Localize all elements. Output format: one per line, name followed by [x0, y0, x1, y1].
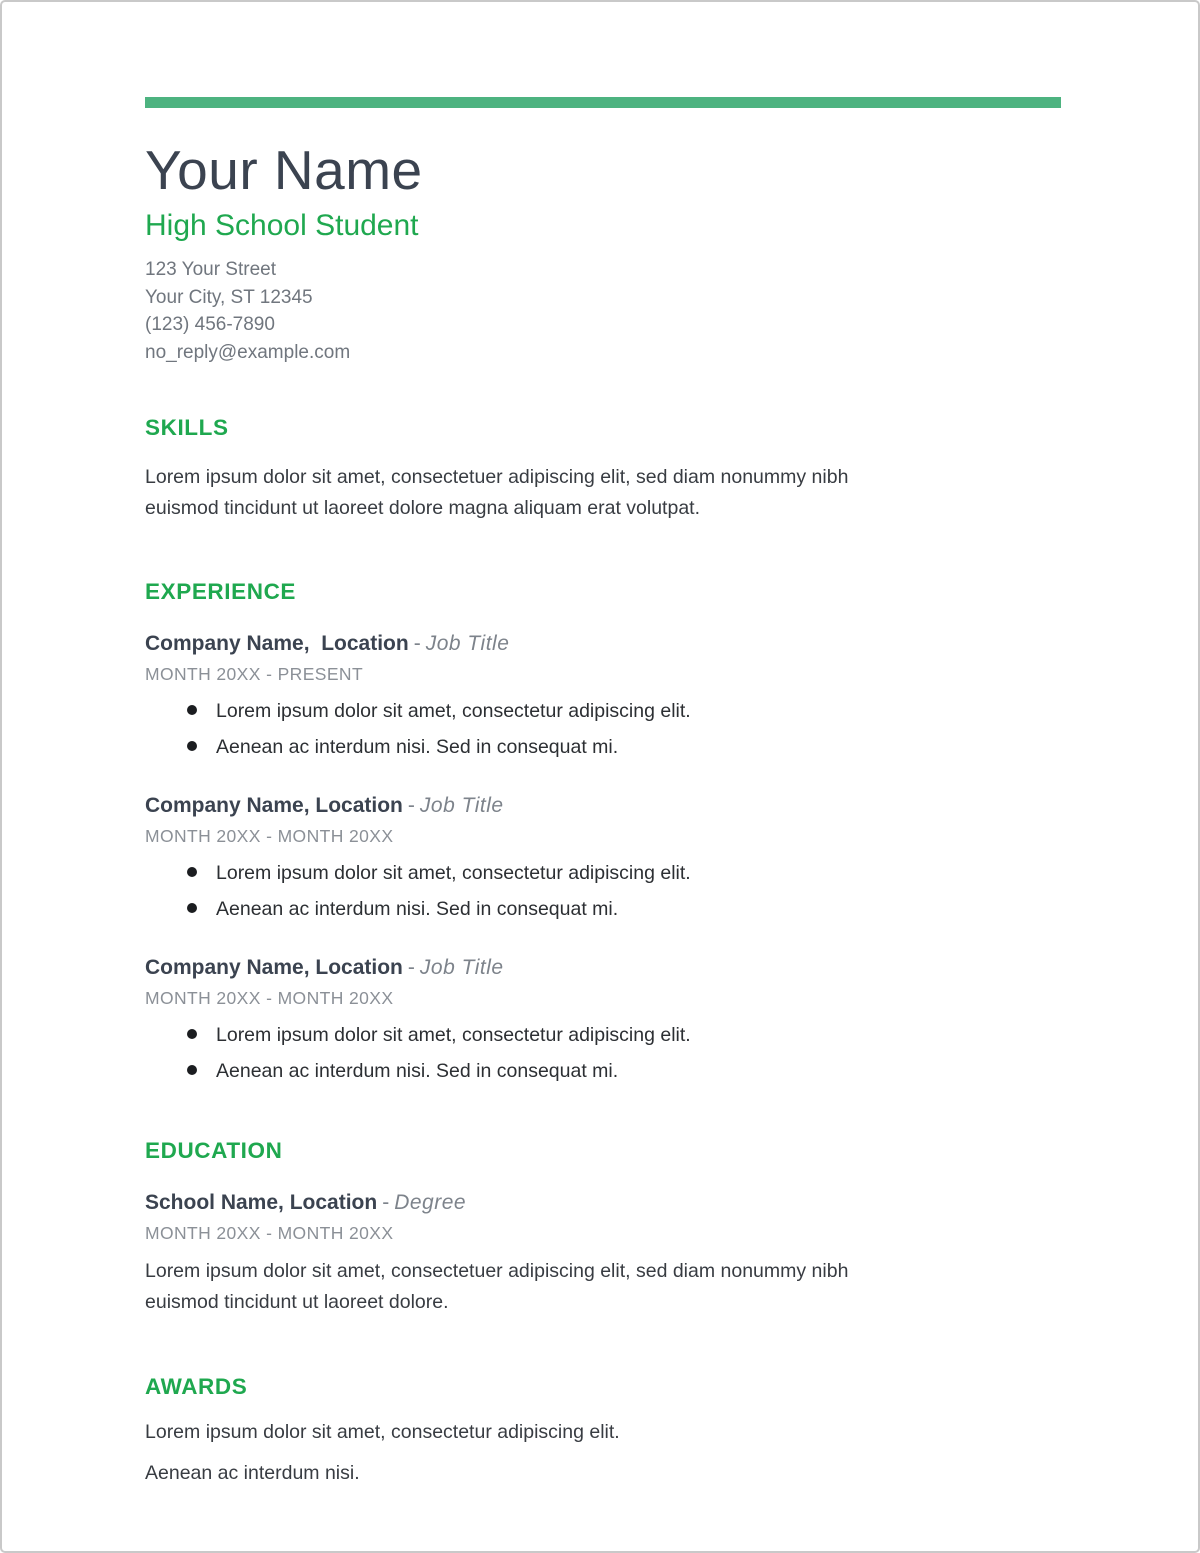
entry-title	[145, 794, 1061, 818]
experience-entry	[145, 956, 1061, 1083]
bullet-icon	[187, 705, 197, 715]
bullet-list	[145, 699, 1061, 759]
education-heading: EDUCATION	[145, 1138, 283, 1164]
address-line-2: Your City, ST 12345	[145, 286, 313, 308]
degree-name: Degree	[394, 1191, 467, 1215]
bullet-text: Lorem ipsum dolor sit amet, consectetur adipiscing elit.	[216, 700, 691, 723]
experience-entry	[145, 632, 1061, 759]
entry-title	[145, 632, 1061, 656]
bullet-list	[145, 861, 1061, 921]
job-title: Job Title	[419, 956, 504, 980]
bullet-list	[145, 1023, 1061, 1083]
job-title: Job Title	[419, 794, 504, 818]
section-skills	[145, 415, 1061, 523]
title-separator: -	[407, 794, 415, 818]
bullet-text: Lorem ipsum dolor sit amet, consectetur adipiscing elit.	[216, 862, 691, 885]
skills-heading: SKILLS	[145, 415, 229, 441]
resume-header	[145, 139, 1061, 366]
entry-dates: MONTH 20XX - MONTH 20XX	[145, 826, 394, 847]
entry-dates: MONTH 20XX - MONTH 20XX	[145, 1223, 394, 1244]
education-entry	[145, 1191, 1061, 1317]
person-name: Your Name	[145, 139, 423, 201]
entry-title	[145, 956, 1061, 980]
skills-body: Lorem ipsum dolor sit amet, consectetuer adipiscing elit, sed diam nonummy nibh euismod tincidunt ut laoreet dolore magna aliquam erat volutpat.	[145, 466, 849, 519]
company-name: Company Name, Location	[145, 632, 409, 656]
resume-content	[2, 97, 1198, 1485]
company-name: Company Name, Location	[145, 794, 403, 818]
bullet-icon	[187, 1065, 197, 1075]
bullet-icon	[187, 1029, 197, 1039]
list-item	[145, 897, 1061, 921]
list-item	[145, 735, 1061, 759]
awards-line: Lorem ipsum dolor sit amet, consectetur adipiscing elit.	[145, 1421, 620, 1444]
section-awards	[145, 1374, 1061, 1485]
list-item	[145, 861, 1061, 885]
awards-line: Aenean ac interdum nisi.	[145, 1462, 360, 1485]
list-item	[145, 1059, 1061, 1083]
bullet-text: Aenean ac interdum nisi. Sed in consequat mi.	[216, 898, 619, 921]
list-item	[145, 1023, 1061, 1047]
phone-number: (123) 456-7890	[145, 314, 275, 336]
person-title: High School Student	[145, 209, 419, 243]
address-line-1: 123 Your Street	[145, 259, 276, 281]
experience-heading: EXPERIENCE	[145, 579, 297, 605]
experience-entry	[145, 794, 1061, 921]
title-separator: -	[413, 632, 421, 656]
entry-title	[145, 1191, 1061, 1215]
bullet-text: Aenean ac interdum nisi. Sed in consequat mi.	[216, 1060, 619, 1083]
bullet-icon	[187, 867, 197, 877]
school-name: School Name, Location	[145, 1191, 378, 1215]
title-separator: -	[382, 1191, 390, 1215]
entry-dates: MONTH 20XX - PRESENT	[145, 664, 364, 685]
bullet-icon	[187, 741, 197, 751]
job-title: Job Title	[425, 632, 510, 656]
title-separator: -	[407, 956, 415, 980]
education-body: Lorem ipsum dolor sit amet, consectetuer adipiscing elit, sed diam nonummy nibh euismod tincidunt ut laoreet dolore.	[145, 1260, 849, 1313]
awards-heading: AWARDS	[145, 1374, 248, 1400]
company-name: Company Name, Location	[145, 956, 403, 980]
list-item	[145, 699, 1061, 723]
accent-bar	[145, 97, 1061, 108]
entry-dates: MONTH 20XX - MONTH 20XX	[145, 988, 394, 1009]
bullet-text: Aenean ac interdum nisi. Sed in consequat mi.	[216, 736, 619, 759]
bullet-text: Lorem ipsum dolor sit amet, consectetur adipiscing elit.	[216, 1024, 691, 1047]
contact-block	[145, 256, 1061, 366]
section-education	[145, 1138, 1061, 1317]
bullet-icon	[187, 903, 197, 913]
section-experience	[145, 579, 1061, 1083]
email-address: no_reply@example.com	[145, 341, 351, 363]
